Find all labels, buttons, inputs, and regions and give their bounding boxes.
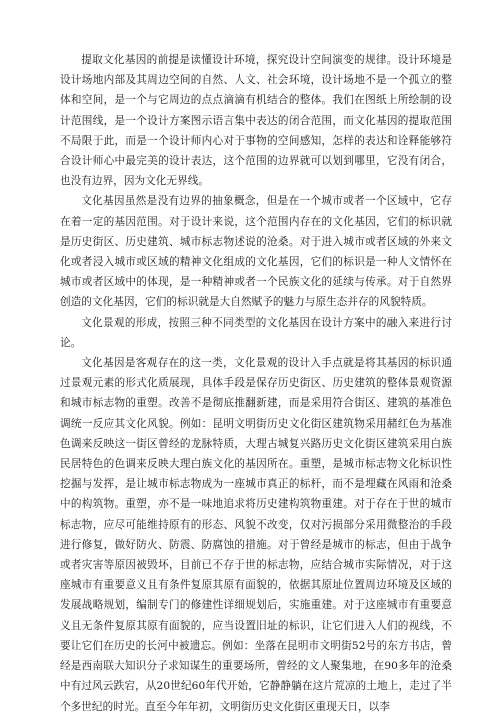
paragraph-landscape-formation: 文化景观的形成，按照三种不同类型的文化基因在设计方案中的融入来进行讨论。 [60, 316, 452, 349]
paragraph-gene-extraction: 提取文化基因的前提是读懂设计环境，探究设计空间演变的规律。设计环境是设计场地内部及其周边空间的自然、人文、社会环境，设计场地不是一个孤立的整体和空间，是一个与它周边的点点滴滴有机结合的整体。我们在图纸上所绘制的设计范围线，是一个设计方案图示语言集中表达的闭合范围，而文化基因的提取范围不局限于此，而是一个设计师内心对于事物的空间感知，怎样的表达和诠释能够符合设计师心中最完美的设计表达，这个范围的边界就可以划到哪里，它没有闭合，也没有边界，因为文化无界线。 [60, 54, 452, 188]
paragraph-gene-boundary: 文化基因虽然是没有边界的抽象概念，但是在一个城市或者一个区域中，它存在着一定的基因范围。对于设计来说，这个范围内存在的文化基因，它们的标识就是历史街区、历史建筑、城市标志物述说的沧桑。对于进入城市或者区域的外来文化或者浸入城市或区域的精神文化组成的文化基因，它们的标识是一种人文情怀在城市或者区域中的体现，是一种精神或者一个民族文化的延续与传承。对于自然界创造的文化基因，它们的标识就是大自然赋予的魅力与原生态并存的风貌特质。 [60, 195, 452, 309]
document-page [60, 50, 452, 717]
paragraph-objective-genes: 文化基因是客观存在的这一类，文化景观的设计入手点就是将其基因的标识通过景观元素的形式化质展现，具体手段是保存历史街区、历史建筑的整体景观资源和城市标志物的重塑。改善不是彻底推翻新建，而是采用符合街区、建筑的基准色调统一反应其文化风貌。例如：昆明文明街历史文化街区建筑物采用赭红色为基准色调来反映这一街区曾经的龙脉特质，大理古城复兴路历史文化街区建筑采用白族民居特色的色调来反映大理白族文化的基因所在。重塑，是城市标志物文化标识性挖掘与发挥，是让城市标志物成为一座城市真正的标杆，而不是埋藏在风雨和沧桑中的构筑物。重塑，亦不是一味地追求将历史建构筑物重建。对于存在于世的城市标志物，应尽可能维持原有的形态、风貌不改变，仅对污损部分采用微整治的手段进行修复，做好防火、防震、防腐蚀的措施。对于曾经是城市的标志，但由于战争或者灾害等原因被毁坏，目前已不存于世的标志物，应结合城市实际情况，对于这座城市有重要意义且有条件复原其原有面貌的，依据其原址位置周边环境及区域的发展战略规划，编制专门的修建性详细规划后，实施重建。对于这座城市有重要意义且无条件复原其原有面貌的，应当设置旧址的标识，让它们进入人们的视线，不要让它们在历史的长河中被遗忘。例如：坐落在昆明市文明街52号的东方书店，曾经是西南联大知识分子求知谋生的重要场所，曾经的文人聚集地，在90多年的沧桑中有过风云跌宕，从20世纪60年代开始，它静静躺在这片荒凉的土地上，走过了半个多世纪的时光。直至今年年初，文明街历史文化街区重现天日，以李 [60, 357, 452, 713]
